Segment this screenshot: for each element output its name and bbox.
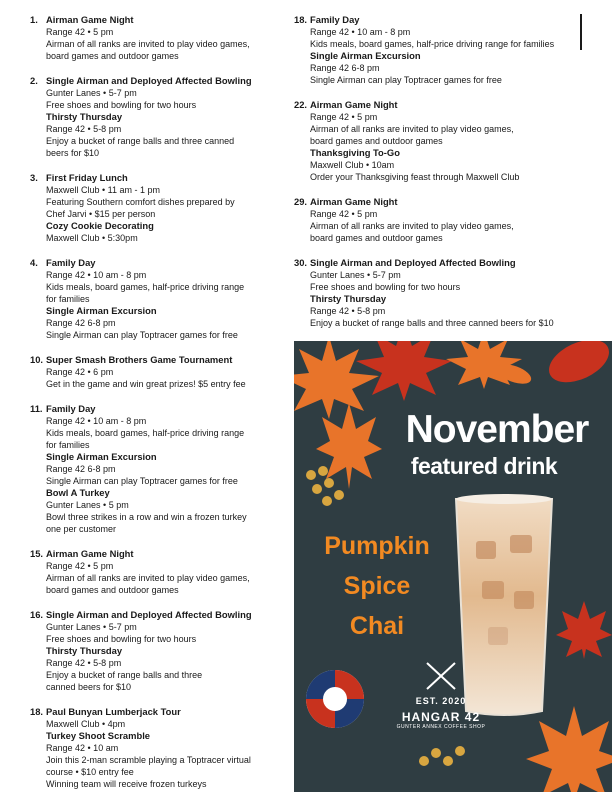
event-detail: Featuring Southern comfort dishes prepared by bbox=[46, 197, 235, 207]
berry-branch-icon bbox=[414, 731, 474, 781]
sub-event-detail: Range 42 • 10 am bbox=[46, 743, 119, 753]
event-item bbox=[30, 403, 280, 535]
event-item bbox=[30, 172, 280, 244]
sub-event-detail: Single Airman can play Toptracer games for free bbox=[46, 330, 238, 340]
event-detail: Range 42 • 6 pm bbox=[46, 367, 114, 377]
event-detail: for families bbox=[46, 294, 90, 304]
event-title: Paul Bunyan Lumberjack Tour bbox=[46, 706, 181, 717]
sub-event-detail: Single Airman can play Toptracer games for free bbox=[310, 75, 502, 85]
sub-event-detail: Enjoy a bucket of range balls and three canned beers for $10 bbox=[310, 318, 554, 328]
sub-event-detail: one per customer bbox=[46, 524, 117, 534]
event-item bbox=[30, 548, 280, 596]
sub-event-title: Thirsty Thursday bbox=[46, 111, 123, 122]
event-item bbox=[30, 354, 280, 390]
sub-event-title: Single Airman Excursion bbox=[46, 451, 157, 462]
event-detail: Range 42 • 5 pm bbox=[46, 561, 114, 571]
event-day: 11. bbox=[30, 403, 43, 414]
sub-event-detail: Range 42 • 5-8 pm bbox=[46, 124, 122, 134]
event-day: 10. bbox=[30, 354, 44, 365]
event-day: 3. bbox=[30, 172, 38, 183]
event-detail: Get in the game and win great prizes! $5 entry fee bbox=[46, 379, 246, 389]
sub-event-detail: Bowl three strikes in a row and win a frozen turkey bbox=[46, 512, 247, 522]
event-title: Airman Game Night bbox=[310, 99, 398, 110]
event-item bbox=[294, 14, 594, 86]
sub-event-title: Bowl A Turkey bbox=[46, 487, 110, 498]
event-item bbox=[30, 75, 280, 159]
left-event-column bbox=[30, 14, 280, 803]
event-item bbox=[294, 257, 594, 329]
event-day: 16. bbox=[30, 609, 44, 620]
promo-subtitle: featured drink bbox=[410, 453, 558, 479]
event-item bbox=[30, 609, 280, 693]
event-detail: board games and outdoor games bbox=[46, 585, 179, 595]
event-detail: Range 42 • 5 pm bbox=[310, 112, 378, 122]
sub-event-detail: Range 42 6-8 pm bbox=[46, 464, 116, 474]
event-detail: Range 42 • 5 pm bbox=[310, 209, 378, 219]
event-detail: board games and outdoor games bbox=[46, 51, 179, 61]
oak-leaf-icon bbox=[494, 359, 534, 389]
right-event-column bbox=[294, 14, 594, 342]
event-heading bbox=[30, 14, 280, 26]
oak-leaf-icon bbox=[544, 341, 612, 391]
event-day: 18. bbox=[30, 706, 44, 717]
event-detail: Free shoes and bowling for two hours bbox=[310, 282, 461, 292]
promo-title: November bbox=[405, 408, 589, 451]
event-detail: Maxwell Club • 4pm bbox=[46, 719, 126, 729]
drink-name-word: Pumpkin bbox=[324, 532, 430, 560]
event-detail: Maxwell Club • 11 am - 1 pm bbox=[46, 185, 161, 195]
event-detail: board games and outdoor games bbox=[310, 233, 443, 243]
sub-event-title: Turkey Shoot Scramble bbox=[46, 730, 151, 741]
event-detail: Gunter Lanes • 5-7 pm bbox=[310, 270, 401, 280]
event-day: 2. bbox=[30, 75, 38, 86]
event-detail: Range 42 • 5 pm bbox=[46, 27, 114, 37]
event-detail: board games and outdoor games bbox=[310, 136, 443, 146]
event-heading bbox=[294, 14, 594, 26]
sub-event-detail: Enjoy a bucket of range balls and three canned bbox=[46, 136, 235, 146]
sub-event-detail: Maxwell Club • 5:30pm bbox=[46, 233, 138, 243]
event-item bbox=[294, 99, 594, 183]
event-detail: Range 42 • 10 am - 8 pm bbox=[310, 27, 411, 37]
drink-name-word: Spice bbox=[343, 572, 411, 600]
event-day: 15. bbox=[30, 548, 44, 559]
event-heading bbox=[30, 172, 280, 184]
event-heading bbox=[294, 196, 594, 208]
sub-event-detail: Range 42 6-8 pm bbox=[46, 318, 116, 328]
event-detail: for families bbox=[46, 440, 90, 450]
event-title: First Friday Lunch bbox=[46, 172, 128, 183]
sub-event-detail: Range 42 • 5-8 pm bbox=[310, 306, 386, 316]
recreation-logo-icon bbox=[304, 668, 366, 730]
event-day: 1. bbox=[30, 14, 38, 25]
hangar-42-logo bbox=[386, 661, 496, 730]
event-title: Single Airman and Deployed Affected Bowling bbox=[46, 609, 252, 620]
sub-event-detail: Gunter Lanes • 5 pm bbox=[46, 500, 129, 510]
sub-event-detail: Single Airman can play Toptracer games for free bbox=[46, 476, 238, 486]
sub-event-title: Cozy Cookie Decorating bbox=[46, 220, 154, 231]
sub-event-detail: Range 42 • 5-8 pm bbox=[46, 658, 122, 668]
event-title: Airman Game Night bbox=[46, 548, 134, 559]
event-heading bbox=[294, 99, 594, 111]
sub-event-detail: Range 42 6-8 pm bbox=[310, 63, 380, 73]
event-title: Single Airman and Deployed Affected Bowling bbox=[310, 257, 516, 268]
sub-event-detail: Winning team will receive frozen turkeys bbox=[46, 779, 207, 789]
event-title: Family Day bbox=[46, 403, 96, 414]
event-detail: Airman of all ranks are invited to play video games, bbox=[46, 573, 250, 583]
sub-event-detail: Maxwell Club • 10am bbox=[310, 160, 395, 170]
event-title: Super Smash Brothers Game Tournament bbox=[46, 354, 233, 365]
event-title: Family Day bbox=[310, 14, 360, 25]
sub-event-detail: Join this 2-man scramble playing a Toptracer virtual bbox=[46, 755, 251, 765]
maple-leaf-icon bbox=[556, 599, 612, 659]
event-item bbox=[294, 196, 594, 244]
event-title: Single Airman and Deployed Affected Bowling bbox=[46, 75, 252, 86]
event-heading bbox=[294, 257, 594, 269]
event-detail: Kids meals, board games, half-price driving range bbox=[46, 428, 245, 438]
berry-branch-icon bbox=[299, 461, 359, 521]
event-detail: Airman of all ranks are invited to play video games, bbox=[46, 39, 250, 49]
featured-drink-promo bbox=[294, 341, 612, 792]
event-item bbox=[30, 14, 280, 62]
event-day: 29. bbox=[294, 196, 308, 207]
sub-event-title: Single Airman Excursion bbox=[310, 50, 421, 61]
event-detail: Chef Jarvi • $15 per person bbox=[46, 209, 156, 219]
sub-event-detail: Order your Thanksgiving feast through Maxwell Club bbox=[310, 172, 520, 182]
sub-event-detail: course • $10 entry fee bbox=[46, 767, 134, 777]
event-heading bbox=[30, 548, 280, 560]
event-detail: Free shoes and bowling for two hours bbox=[46, 100, 197, 110]
sub-event-title: Thanksgiving To-Go bbox=[310, 147, 400, 158]
logo-tagline-text: GUNTER ANNEX COFFEE SHOP bbox=[396, 724, 486, 730]
sub-event-detail: beers for $10 bbox=[46, 148, 100, 158]
maple-leaf-icon bbox=[354, 341, 454, 401]
event-day: 18. bbox=[294, 14, 308, 25]
event-heading bbox=[30, 609, 280, 621]
event-day: 22. bbox=[294, 99, 308, 110]
event-detail: Airman of all ranks are invited to play video games, bbox=[310, 221, 514, 231]
sub-event-detail: Enjoy a bucket of range balls and three bbox=[46, 670, 203, 680]
event-heading bbox=[30, 403, 280, 415]
sub-event-title: Thirsty Thursday bbox=[310, 293, 387, 304]
event-heading bbox=[30, 75, 280, 87]
event-item bbox=[30, 257, 280, 341]
event-detail: Free shoes and bowling for two hours bbox=[46, 634, 197, 644]
event-detail: Kids meals, board games, half-price driving range for families bbox=[310, 39, 555, 49]
logo-name-text: HANGAR 42 bbox=[401, 710, 481, 724]
event-detail: Gunter Lanes • 5-7 pm bbox=[46, 622, 137, 632]
event-detail: Kids meals, board games, half-price driving range bbox=[46, 282, 245, 292]
event-title: Family Day bbox=[46, 257, 96, 268]
event-title: Airman Game Night bbox=[46, 14, 134, 25]
event-title: Airman Game Night bbox=[310, 196, 398, 207]
sub-event-title: Thirsty Thursday bbox=[46, 645, 123, 656]
logo-est-text: EST. 2020 bbox=[415, 696, 467, 706]
event-heading bbox=[30, 706, 280, 718]
event-detail: Range 42 • 10 am - 8 pm bbox=[46, 270, 147, 280]
event-day: 30. bbox=[294, 257, 308, 268]
crossed-utensils-icon bbox=[421, 661, 461, 691]
sub-event-detail: canned beers for $10 bbox=[46, 682, 132, 692]
drink-name-word: Chai bbox=[349, 612, 405, 640]
divider-line bbox=[580, 14, 582, 50]
event-heading bbox=[30, 257, 280, 269]
event-detail: Airman of all ranks are invited to play video games, bbox=[310, 124, 514, 134]
event-item bbox=[30, 706, 280, 790]
event-detail: Gunter Lanes • 5-7 pm bbox=[46, 88, 137, 98]
event-detail: Range 42 • 10 am - 8 pm bbox=[46, 416, 147, 426]
event-day: 4. bbox=[30, 257, 38, 268]
sub-event-title: Single Airman Excursion bbox=[46, 305, 157, 316]
event-heading bbox=[30, 354, 280, 366]
